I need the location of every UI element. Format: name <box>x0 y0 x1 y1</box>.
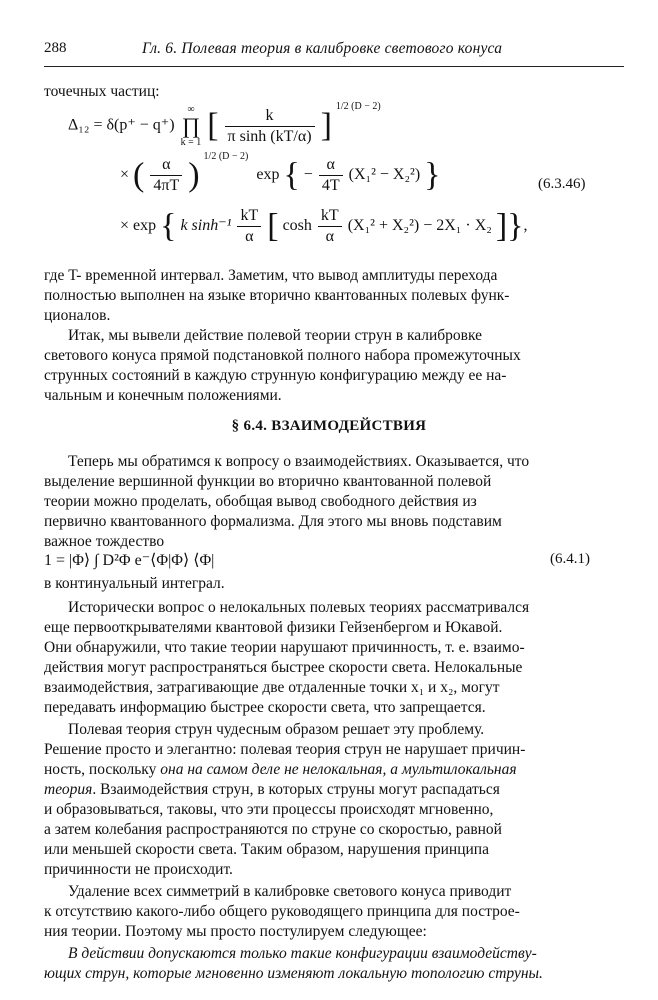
equation-6-3-46-line1 <box>68 101 381 148</box>
para5-line3: ность, поскольку она на самом деле не нелокальная, а мультилокальная <box>44 761 517 778</box>
para4-line4: действия могут распространяться быстрее скорости света. Нелокальные <box>44 659 523 676</box>
fraction-alpha-4T: $\frac{\alpha}{4T}$ <box>319 155 343 196</box>
equation-number-6-4-1: (6.4.1) <box>550 551 590 567</box>
para7-line2: ющих струн, которые мгновенно изменяют локальную топологию струны. <box>44 965 543 982</box>
para5-line8: причинности не происходит. <box>44 861 233 878</box>
product-operator: ∞ ∏ k = 1 <box>180 104 202 148</box>
intro-line: точечных частиц: <box>44 83 160 100</box>
para6-line3: ния теории. Поэтому мы просто постулируем следующее: <box>44 923 427 940</box>
para6-line2: к отсутствию какого-либо общего руководящего принципа для построе- <box>44 903 520 920</box>
para3-line4: первично квантованного формализма. Для этого мы вновь подставим <box>44 513 502 530</box>
equation-6-4-1: 1 = |Φ⟩ ∫ D²Φ e⁻⟨Φ|Φ⟩ ⟨Φ| <box>44 552 215 569</box>
page-number: 288 <box>44 40 67 56</box>
fraction-k-over-sinh: $\frac{k}{\text{π sinh (kT/α)}}$ <box>225 106 315 147</box>
para4-line5: взаимодействия, затрагивающие две отдаленные точки x₁ и x₂, могут <box>44 679 500 696</box>
right-bracket: ] <box>320 107 332 144</box>
after-equation-line: в континуальный интеграл. <box>44 575 225 592</box>
fraction-kT-alpha-2: $\frac{kT}{\alpha}$ <box>318 206 342 247</box>
header-rule <box>44 66 624 67</box>
para3-line5: важное тождество <box>44 533 165 550</box>
para3-line1: Теперь мы обратимся к вопросу о взаимодействиях. Оказывается, что <box>68 453 530 470</box>
para3-line2: выделение вершинной функции во вторично квантованной полевой <box>44 473 492 490</box>
para5-line2: Решение просто и элегантно: полевая теория струн не нарушает причин- <box>44 741 526 758</box>
para2-line3: струнных состояний в каждую струнную конфигурацию между ее на- <box>44 367 507 384</box>
running-title: Гл. 6. Полевая теория в калибровке светового конуса <box>142 40 503 57</box>
para4-line2: еще первооткрывателями квантовой физики Гейзенбергом и Юкавой. <box>44 619 503 636</box>
para2-line1: Итак, мы вывели действие полевой теории струн в калибровке <box>68 327 483 344</box>
para7-line1: В действии допускаются только такие конфигурации взаимодейству- <box>68 945 537 962</box>
fraction-alpha-4piT: $\frac{\alpha}{4\pi T}$ <box>150 155 182 196</box>
equation-6-3-46-line2: × ( $\frac{\alpha}{4\pi T}$ ) $^{1/2 (D - 2)}$ exp { − $\frac{\alpha}{4T}$ (X₁² − X₂²) } <box>120 150 441 194</box>
power-2: 1/2 (D − 2) <box>203 150 249 162</box>
para5-line5: и образовываться, таковы, что эти процессы происходят мгновенно, <box>44 801 494 818</box>
para4-line1: Исторически вопрос о нелокальных полевых теориях рассматривался <box>68 599 530 616</box>
page-header <box>44 40 624 64</box>
power-1: 1/2 (D − 2) <box>335 101 381 113</box>
para5-line1: Полевая теория струн чудесным образом решает эту проблему. <box>68 721 485 738</box>
para4-line6: передавать информацию быстрее скорости света, что запрещается. <box>44 699 486 716</box>
para6-line1: Удаление всех симметрий в калибровке светового конуса приводит <box>68 883 512 900</box>
eq-lhs: Δ₁₂ = δ(p⁺ − q⁺) <box>68 116 175 134</box>
section-heading: § 6.4. ВЗАИМОДЕЙСТВИЯ <box>231 418 427 434</box>
para2-line2: светового конуса прямой подстановкой полного набора промежуточных <box>44 347 521 364</box>
equation-6-3-46-line3: × exp { k sinh⁻¹ $\frac{kT}{\alpha}$ [ cosh $\frac{kT}{\alpha}$ (X₁² + X₂²) − 2X₁ · X₂ ]}, <box>120 207 528 245</box>
para1-line2: полностью выполнен на языке вторично квантованных полевых функ- <box>44 287 510 304</box>
equation-number-6-3-46: (6.3.46) <box>538 176 586 192</box>
para5-line7: или меньшей скорости света. Таким образом, нарушения принципа <box>44 841 489 858</box>
para5-line6: а затем колебания распространяются по струне со скоростью, равной <box>44 821 502 838</box>
para5-line4: теория. Взаимодействия струн, в которых струны могут распадаться <box>44 781 500 798</box>
para4-line3: Они обнаружили, что такие теории нарушают причинность, т. е. взаимо- <box>44 639 525 656</box>
para2-line4: чальным и конечным положениями. <box>44 387 282 404</box>
left-bracket: [ <box>207 107 219 144</box>
fraction-kT-alpha-1: $\frac{kT}{\alpha}$ <box>237 206 261 247</box>
para1-line3: ционалов. <box>44 307 111 324</box>
para3-line3: теории можно проделать, обобщая вывод свободного действия из <box>44 493 477 510</box>
para1-line1: где T- временной интервал. Заметим, что вывод амплитуды перехода <box>44 267 498 284</box>
